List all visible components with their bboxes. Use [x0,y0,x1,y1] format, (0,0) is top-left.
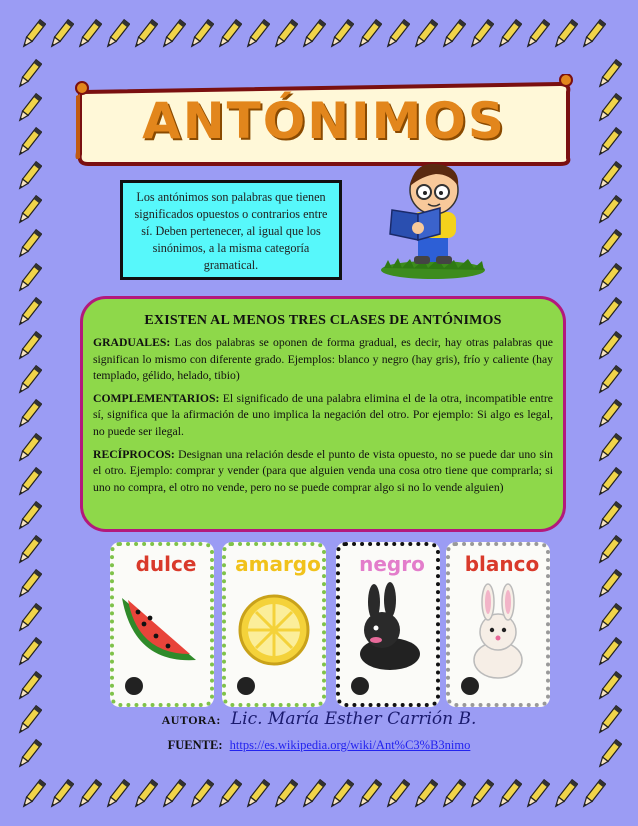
pencil-icon [594,228,622,262]
pencil-border-right [594,58,622,772]
pencil-icon [270,18,298,52]
class-gradual [93,335,553,385]
pencil-icon [594,534,622,568]
title-banner [70,74,578,168]
card-negro [336,542,440,707]
pencil-icon [550,778,578,812]
pencil-icon [74,778,102,812]
pencil-icon [14,262,42,296]
card-word: amargo [235,552,321,576]
pencil-icon [594,330,622,364]
pencil-icon [298,18,326,52]
pencil-icon [14,58,42,92]
pencil-icon [594,670,622,704]
pencil-icon [382,778,410,812]
pencil-icon [14,330,42,364]
author-line [0,709,638,729]
class-term: RECÍPROCOS: [93,447,175,461]
card-word: blanco [464,552,540,576]
pencil-icon [14,568,42,602]
class-term: GRADUALES: [93,336,171,349]
pencil-icon [438,18,466,52]
pencil-icon [18,18,46,52]
pencil-icon [594,568,622,602]
pencil-icon [594,500,622,534]
pencil-icon [494,18,522,52]
antonym-classes-panel [80,296,566,532]
card-word: negro [359,552,425,576]
pencil-icon [14,466,42,500]
pencil-icon [102,778,130,812]
black-rabbit-icon [340,576,436,706]
pencil-icon [14,296,42,330]
pencil-icon [14,670,42,704]
pencil-icon [466,18,494,52]
pencil-icon [594,262,622,296]
pencil-icon [14,602,42,636]
pencil-icon [594,466,622,500]
example-cards [110,542,550,707]
pencil-icon [594,160,622,194]
pencil-icon [14,160,42,194]
page-title: ANTÓNIMOS [142,92,506,150]
card-amargo [222,542,326,707]
pencil-icon [594,92,622,126]
pencil-icon [594,398,622,432]
class-description: El significado de una palabra elimina el de la otra, incompatible entre sí, significa que la afirmación de uno implica la negación del otro. Por ejemplo: Si algo es legal, no puede ser ilegal. [93,391,553,438]
pencil-icon [522,778,550,812]
pencil-icon [438,778,466,812]
pencil-icon [354,18,382,52]
pencil-icon [594,364,622,398]
pencil-icon [158,18,186,52]
classes-heading: EXISTEN AL MENOS TRES CLASES DE ANTÓNIMOS [144,313,502,328]
pencil-icon [214,18,242,52]
pencil-icon [594,432,622,466]
pencil-icon [186,778,214,812]
pencil-icon [466,778,494,812]
intro-definition: Los antónimos son palabras que tienen significados opuestos o contrarios entre sí. Deben pertenecer, al igual que los sinónimos, a la misma categoría gramatical. [120,180,342,280]
class-complementary [93,391,553,441]
pencil-icon [14,432,42,466]
pencil-icon [14,534,42,568]
pencil-border-top [18,18,606,52]
pencil-icon [14,636,42,670]
watermelon-icon [114,576,210,706]
author-name: Lic. María Esther Carrión B. [230,709,477,729]
source-link[interactable]: https://es.wikipedia.org/wiki/Ant%C3%B3nimo [229,738,471,752]
card-blanco [446,542,550,707]
pencil-icon [18,778,46,812]
pencil-icon [594,296,622,330]
class-description: Las dos palabras se oponen de forma gradual, es decir, hay otras palabras que significan lo mismo con diferente grado. Ejemplos: blanco y negro (hay gris), frío y caliente (hay templado, gélido, helado, tibio) [93,336,553,383]
pencil-icon [158,778,186,812]
pencil-icon [14,126,42,160]
source-line [0,738,638,753]
pencil-icon [522,18,550,52]
pencil-icon [74,18,102,52]
card-dulce [110,542,214,707]
pencil-icon [326,18,354,52]
pencil-icon [214,778,242,812]
pencil-icon [410,778,438,812]
white-rabbit-icon [450,576,546,706]
pencil-icon [494,778,522,812]
pencil-icon [550,18,578,52]
pencil-icon [14,92,42,126]
pencil-icon [14,398,42,432]
lemon-icon [226,576,322,706]
pencil-icon [354,778,382,812]
pencil-icon [298,778,326,812]
pencil-icon [14,500,42,534]
boy-reading-illustration [378,160,488,280]
pencil-icon [594,58,622,92]
pencil-icon [14,194,42,228]
source-label: FUENTE: [167,738,223,752]
pencil-border-bottom [18,778,606,812]
pencil-icon [14,228,42,262]
pencil-icon [326,778,354,812]
pencil-icon [594,126,622,160]
pencil-icon [46,18,74,52]
pencil-icon [382,18,410,52]
class-reciprocal [93,447,553,497]
pencil-icon [242,18,270,52]
pencil-icon [594,194,622,228]
pencil-icon [46,778,74,812]
card-word: dulce [135,552,197,576]
pencil-icon [102,18,130,52]
pencil-icon [242,778,270,812]
pencil-border-left [14,58,42,772]
pencil-icon [594,636,622,670]
pencil-icon [594,602,622,636]
pencil-icon [270,778,298,812]
author-label: AUTORA: [161,713,221,727]
pencil-icon [130,778,158,812]
pencil-icon [130,18,158,52]
class-description: Designan una relación desde el punto de vista opuesto, no se puede dar uno sin el otro. Ejemplo: comprar y vender (para que alguien venda una cosa otro tiene que comprarla; si uno no compra, el otro no vende, pero no se puede comprar algo si no lo vende alguien) [93,447,553,494]
pencil-icon [578,778,606,812]
pencil-icon [14,364,42,398]
class-term: COMPLEMENTARIOS: [93,391,220,405]
pencil-icon [410,18,438,52]
pencil-icon [186,18,214,52]
pencil-icon [578,18,606,52]
